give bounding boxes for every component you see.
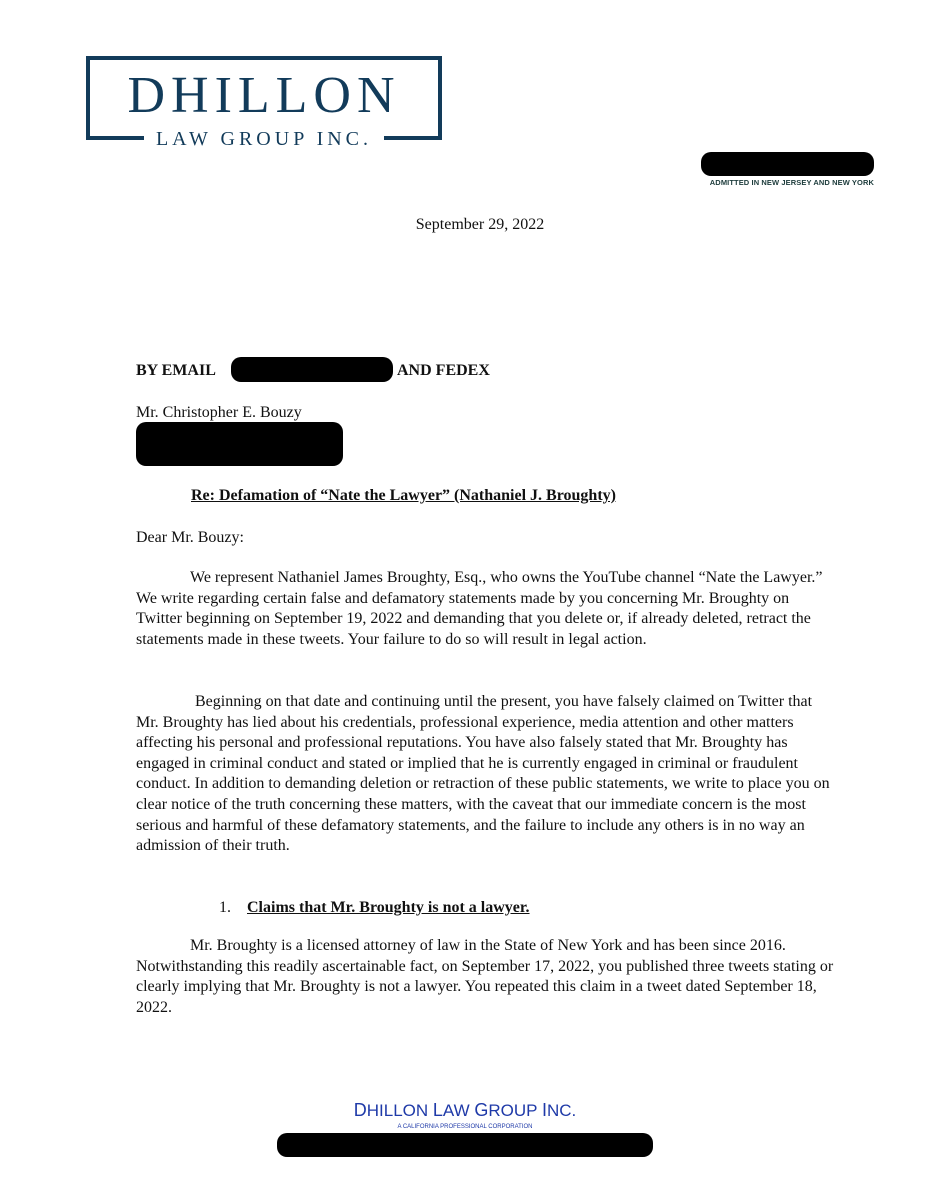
logo-firm-name: DHILLON — [127, 67, 401, 124]
recipient-name: Mr. Christopher E. Bouzy — [136, 404, 302, 421]
admitted-jurisdictions: ADMITTED IN NEW JERSEY AND NEW YORK — [709, 178, 874, 187]
delivery-prefix: BY EMAIL — [136, 362, 216, 379]
logo-subtitle: LAW GROUP INC. — [144, 124, 384, 154]
footer-corporation-note: A CALIFORNIA PROFESSIONAL CORPORATION — [397, 1124, 533, 1130]
delivery-suffix: AND FEDEX — [397, 362, 490, 379]
footer-firm-name: DHILLON LAW GROUP INC. — [353, 1100, 577, 1120]
section-1-title: Claims that Mr. Broughty is not a lawyer. — [247, 899, 530, 916]
body-paragraph-1: We represent Nathaniel James Broughty, Esq., who owns the YouTube channel “Nate the Lawyer.” We write regarding certain false and defamatory statements made by you concerning Mr. Broughty on Twitter beginning on September 19, 2022 and demanding that you delete or, if already deleted, retract the statements made in these tweets. Your failure to do so will result in legal action. — [136, 569, 823, 648]
redacted-footer-address — [277, 1133, 653, 1157]
body-paragraph-3: Mr. Broughty is a licensed attorney of law in the State of New York and has been since 2016. Notwithstanding this readily ascertainable fact, on September 17, 2022, you published three tweets stating or clearly implying that Mr. Broughty is not a lawyer. You repeated this claim in a tweet dated September 18, 2022. — [136, 937, 834, 1016]
redacted-recipient-address — [136, 422, 343, 466]
logo-subtitle-wrap — [86, 124, 442, 154]
redacted-attorney-name — [701, 152, 874, 176]
body-paragraph-2: Beginning on that date and continuing until the present, you have falsely claimed on Twitter that Mr. Broughty has lied about his credentials, professional experience, media attention and other matters affecting his personal and professional reputations. You have also falsely stated that Mr. Broughty has engaged in criminal conduct and stated or implied that he is currently engaged in criminal or fraudulent conduct. In addition to demanding deletion or retraction of these public statements, we write to place you on clear notice of the truth concerning these matters, with the caveat that our immediate concern is the most serious and harmful of these defamatory statements, and the failure to include any others is in no way an admission of their truth. — [136, 693, 830, 855]
section-1-number: 1. — [219, 899, 231, 916]
salutation: Dear Mr. Bouzy: — [136, 529, 244, 546]
redacted-email — [231, 357, 393, 382]
subject-line: Re: Defamation of “Nate the Lawyer” (Nathaniel J. Broughty) — [191, 487, 616, 504]
letter-date: September 29, 2022 — [415, 216, 545, 233]
